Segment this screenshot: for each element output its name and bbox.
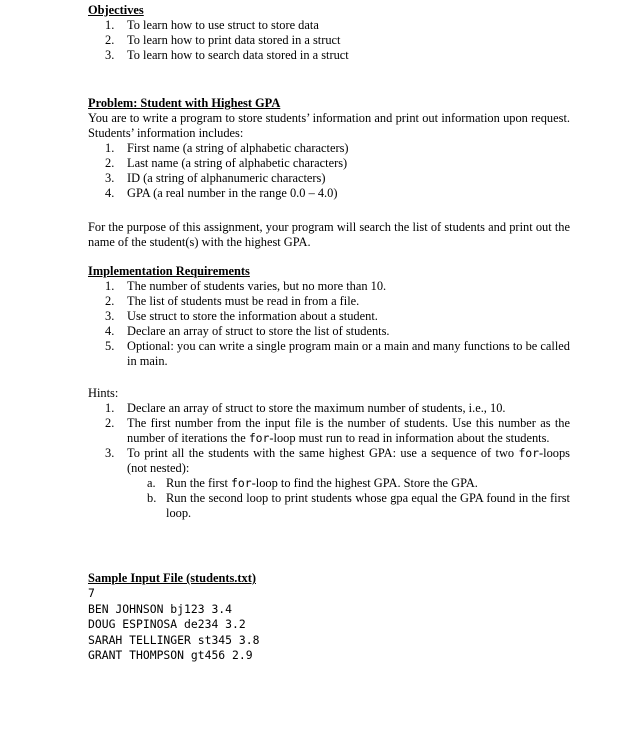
implementation-section — [88, 264, 570, 369]
sample-line: 7 — [88, 586, 95, 600]
objectives-section — [88, 3, 570, 63]
for-keyword: for — [248, 431, 270, 445]
list-item: 3. To learn how to search data stored in a struct — [105, 48, 349, 62]
sample-line: GRANT THOMPSON gt456 2.9 — [88, 648, 253, 662]
student-info-list — [88, 141, 570, 201]
hints-sublist — [88, 476, 570, 521]
sample-line: SARAH TELLINGER st345 3.8 — [88, 632, 260, 647]
list-item: 3. ID (a string of alphanumeric characters) — [105, 171, 326, 185]
sample-line: BEN JOHNSON bj123 3.4 — [88, 601, 233, 616]
sample-line: DOUG ESPINOSA de234 3.2 — [88, 617, 246, 631]
implementation-heading: Implementation Requirements — [88, 264, 250, 278]
problem-heading: Problem: Student with Highest GPA — [88, 96, 281, 110]
list-item: 3. Use struct to store the information about a student. — [105, 309, 378, 323]
list-item: 2. The first number from the input file is the number of students. Use this number as the number of iterations the for-loop must run to read in information about the students. — [105, 416, 570, 445]
list-item: 4. Declare an array of struct to store the list of students. — [105, 324, 390, 338]
hints-label: Hints: — [88, 386, 119, 400]
list-item: 1. Declare an array of struct to store the maximum number of students, i.e., 10. — [105, 401, 506, 415]
list-item: 4. GPA (a real number in the range 0.0 – 4.0) — [105, 186, 338, 200]
sample-section — [88, 571, 570, 664]
implementation-list — [88, 279, 570, 369]
for-keyword: for — [518, 446, 540, 460]
list-item: 3. To print all the students with the same highest GPA: use a sequence of two for-loops (not nested): — [105, 446, 570, 475]
list-item: 2. The list of students must be read in from a file. — [105, 294, 360, 308]
list-item: 5. Optional: you can write a single program main or a main and many functions to be called in main. — [105, 339, 570, 368]
list-item: 1. The number of students varies, but no more than 10. — [105, 279, 387, 293]
problem-purpose: For the purpose of this assignment, your program will search the list of students and print out the name of the student(s) with the highest GPA. — [88, 220, 570, 249]
hints-list — [88, 401, 570, 476]
hints-section — [88, 386, 570, 521]
list-item: b. Run the second loop to print students whose gpa equal the GPA found in the first loop. — [147, 491, 570, 520]
list-item: 2. Last name (a string of alphabetic characters) — [105, 156, 348, 170]
objectives-heading: Objectives — [88, 3, 144, 17]
list-item: a. Run the first for-loop to find the highest GPA. Store the GPA. — [147, 476, 478, 490]
list-item: 2. To learn how to print data stored in a struct — [105, 33, 341, 47]
sample-heading: Sample Input File (students.txt) — [88, 571, 256, 585]
problem-intro: You are to write a program to store students’ information and print out information upon request. Students’ information includes: — [88, 111, 570, 140]
list-item: 1. First name (a string of alphabetic characters) — [105, 141, 349, 155]
list-item: 1. To learn how to use struct to store data — [105, 18, 319, 32]
problem-section — [88, 96, 570, 250]
for-keyword: for — [231, 476, 252, 490]
objectives-list — [88, 18, 570, 63]
